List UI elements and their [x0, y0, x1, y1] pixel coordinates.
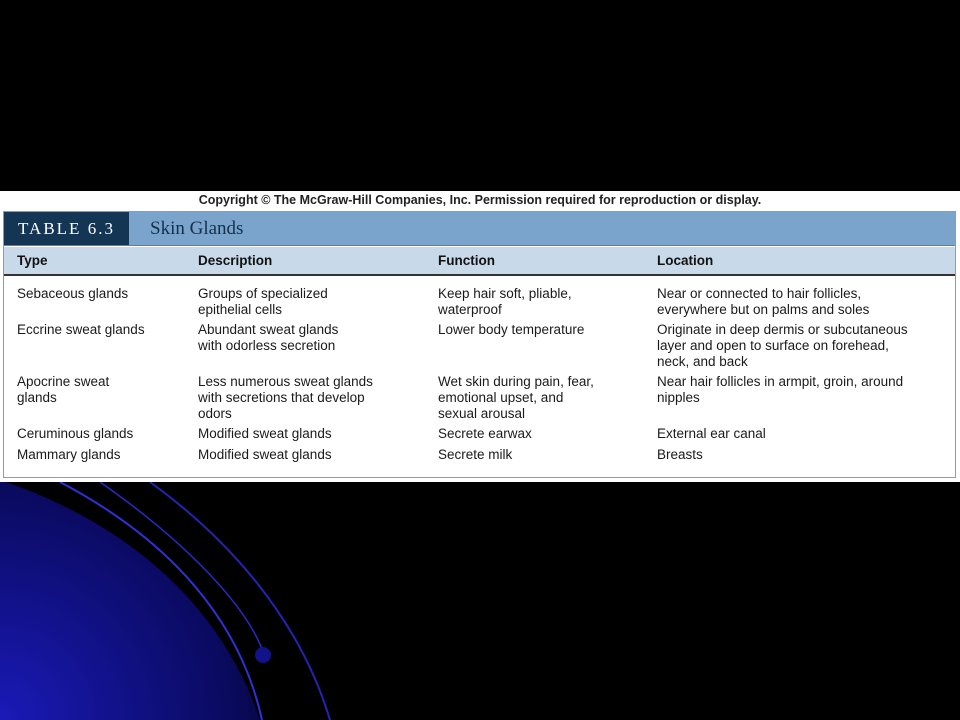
cell-description: Less numerous sweat glands with secretions that develop odors	[198, 374, 373, 421]
cell-description: Modified sweat glands	[198, 426, 332, 441]
table-row	[4, 322, 955, 374]
table-row	[4, 447, 955, 468]
decor-dot	[255, 647, 271, 663]
table-row	[4, 374, 955, 426]
cell-type: Sebaceous glands	[17, 286, 129, 301]
table-image	[0, 191, 960, 482]
cell-location: Breasts	[657, 447, 703, 462]
table-header-row	[4, 247, 955, 276]
table-title-bar	[4, 212, 955, 246]
table-row	[4, 286, 955, 322]
cell-description: Modified sweat glands	[198, 447, 332, 462]
table-body	[4, 286, 955, 468]
blue-glow-shape	[0, 480, 260, 720]
cell-type: Eccrine sweat glands	[17, 322, 145, 337]
column-header-location: Location	[657, 253, 714, 268]
column-header-description: Description	[198, 253, 273, 268]
cell-location: External ear canal	[657, 426, 766, 441]
column-header-type: Type	[17, 253, 48, 268]
cell-type: Mammary glands	[17, 447, 121, 462]
table-row	[4, 426, 955, 447]
cell-location: Originate in deep dermis or subcutaneous layer and open to surface on forehead, neck, and back	[657, 322, 908, 369]
cell-function: Secrete milk	[438, 447, 513, 462]
skin-glands-table	[3, 211, 956, 478]
cell-function: Lower body temperature	[438, 322, 585, 337]
cell-description: Groups of specialized epithelial cells	[198, 286, 328, 317]
cell-type: Ceruminous glands	[17, 426, 134, 441]
cell-function: Wet skin during pain, fear, emotional upset, and sexual arousal	[438, 374, 594, 421]
cell-location: Near or connected to hair follicles, everywhere but on palms and soles	[657, 286, 870, 317]
cell-type: Apocrine sweat glands	[17, 374, 110, 405]
cell-function: Secrete earwax	[438, 426, 532, 441]
copyright-notice: Copyright © The McGraw-Hill Companies, Inc. Permission required for reproduction or display.	[198, 193, 762, 207]
table-number: TABLE 6.3	[4, 212, 129, 245]
column-header-function: Function	[438, 253, 495, 268]
cell-location: Near hair follicles in armpit, groin, around nipples	[657, 374, 904, 405]
cell-description: Abundant sweat glands with odorless secretion	[198, 322, 339, 353]
cell-function: Keep hair soft, pliable, waterproof	[438, 286, 572, 317]
table-title: Skin Glands	[150, 218, 244, 239]
